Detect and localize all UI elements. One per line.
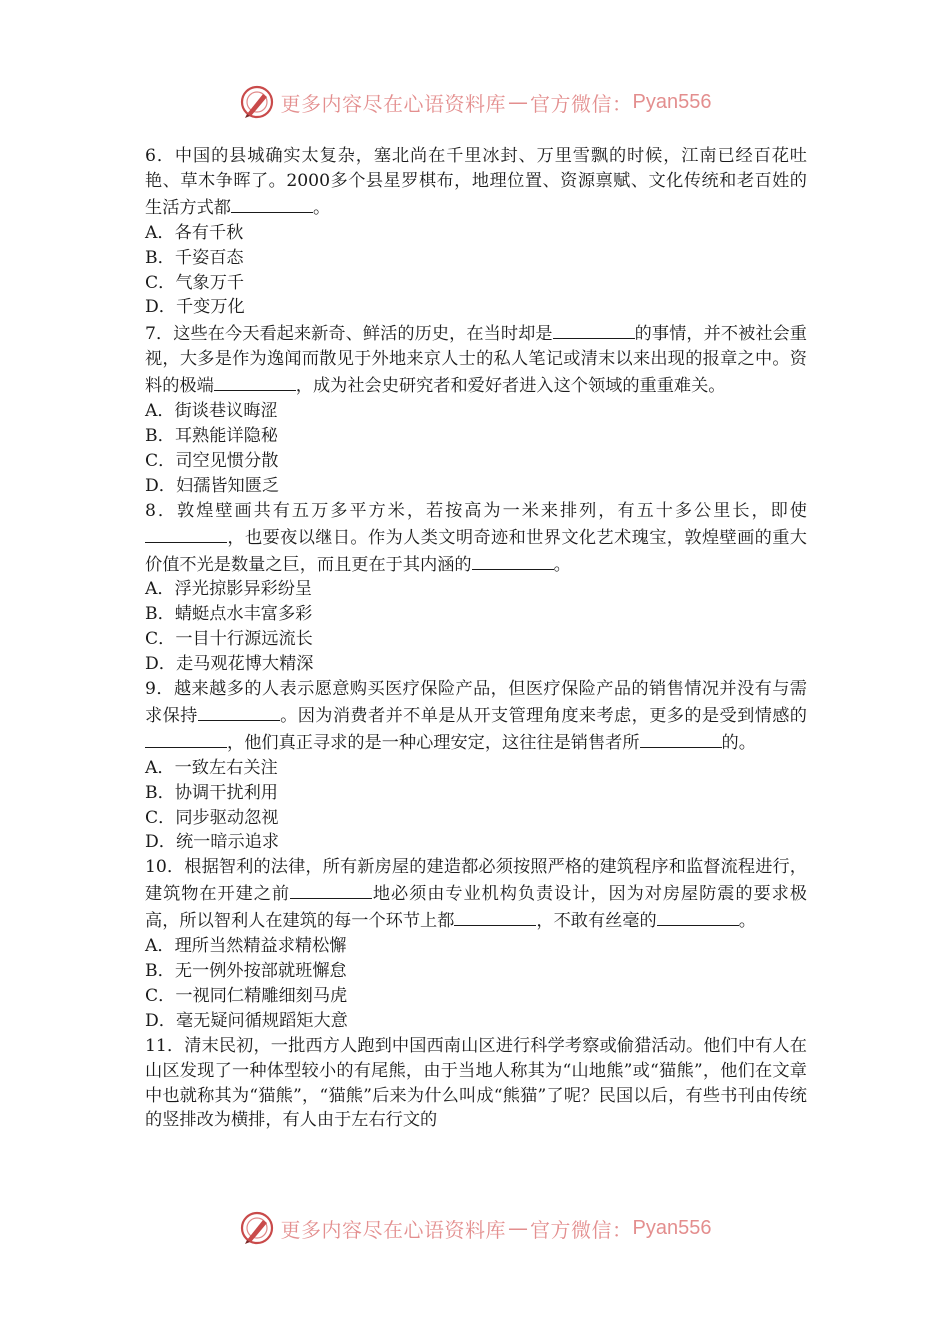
answer-option: C．司空见惯分散 (145, 450, 279, 471)
header-banner-text: 更多内容尽在心语资料库 (280, 91, 507, 116)
question-stem (145, 144, 807, 221)
stem-text: ，也要夜以继日。作为人类文明奇迹和世界文化艺术瑰宝，敦煌壁画的重大价值不光是数量之巨，而且更在于其内涵的 (145, 527, 807, 575)
question-stem (145, 855, 807, 934)
pen-logo-icon (239, 1210, 275, 1246)
footer-separator: — (508, 1216, 529, 1240)
stem-text: 的。 (721, 732, 756, 753)
footer-banner-text: 更多内容尽在心语资料库 (280, 1217, 507, 1242)
answer-option: B．无一例外按部就班懈怠 (145, 961, 347, 981)
answer-option: C．一视同仁精雕细刻马虎 (145, 985, 348, 1006)
header-wechat-id: Pyan556 (632, 90, 712, 113)
stem-text: 地必须由专业机构负责设计，因为对房屋防震的要求极高，所以智利人在建筑的每一个环节上都 (145, 884, 807, 932)
question-stem (145, 499, 807, 578)
answer-option: D．走马观花博大精深 (145, 654, 314, 675)
answer-blank (472, 551, 554, 570)
stem-text: 9．越来越多的人表示愿意购买医疗保险产品，但医疗保险产品的销售情况并没有与需求保持 (145, 679, 807, 726)
answer-blank (231, 194, 313, 213)
answer-blank (145, 729, 227, 748)
answer-option: C．一目十行源远流长 (145, 629, 313, 650)
stem-text: 。 (738, 911, 756, 932)
answer-option: D．毫无疑问循规蹈矩大意 (145, 1010, 348, 1031)
answer-blank (214, 372, 296, 391)
pen-logo-icon (239, 84, 275, 120)
footer-wechat-label: 官方微信： (530, 1217, 633, 1242)
answer-option: A．一致左右关注 (145, 757, 278, 778)
header-wechat-label: 官方微信： (530, 91, 633, 116)
header-banner (0, 82, 950, 122)
question-stem (145, 677, 807, 756)
answer-option: B．耳熟能详隐秘 (145, 425, 278, 446)
answer-option: A．街谈巷议晦涩 (145, 401, 278, 422)
answer-option: A．各有千秋 (145, 222, 244, 243)
question-list (145, 144, 807, 1133)
answer-blank (657, 907, 739, 926)
stem-text: 8．敦煌壁画共有五万多平方米，若按高为一米来排列，有五十多公里长，即使 (145, 500, 807, 521)
stem-text: 10．根据智利的法律，所有新房屋的建造都必须按照严格的建筑程序和监督流程进行，建筑物在开建之前 (145, 857, 807, 905)
answer-blank (553, 320, 635, 339)
answer-option: A．浮光掠影异彩纷呈 (145, 579, 313, 600)
stem-text: 11．清末民初，一批西方人跑到中国西南山区进行科学考察或偷猎活动。他们中有人在山区发现了一种体型较小的有尾熊，由于当地人称其为“山地熊”或“猫熊”，他们在文章中也就称其为“猫熊”，“猫熊”后来为什么叫成“熊猫”了呢？民国以后，有些书刊由传统的竖排改为横排，有人由于左右行文的 (145, 1035, 807, 1131)
answer-option: A．理所当然精益求精松懈 (145, 936, 347, 957)
stem-text: ，不敢有丝毫的 (536, 911, 657, 932)
answer-option: B．千姿百态 (145, 247, 244, 268)
stem-text: 7．这些在今天看起来新奇、鲜活的历史，在当时却是 (145, 324, 553, 345)
answer-option: D．妇孺皆知匮乏 (145, 475, 280, 496)
header-separator: — (508, 90, 529, 114)
stem-text: 的事情，并不被社会重视，大多是作为逸闻而散见于外地来京人士的私人笔记或清末以来出现的报章之中。资料的极端 (145, 324, 807, 397)
question-stem (145, 1034, 807, 1134)
stem-text: ，他们真正寻求的是一种心理安定，这往往是销售者所 (227, 732, 640, 753)
stem-text: 。因为消费者并不单是从开支管理角度来考虑，更多的是受到情感的 (279, 705, 807, 726)
footer-banner (0, 1208, 950, 1248)
answer-blank (290, 880, 372, 899)
answer-blank (198, 702, 280, 721)
answer-option: D．统一暗示追求 (145, 832, 280, 853)
answer-option: C．同步驱动忽视 (145, 807, 279, 828)
stem-text: 。 (312, 197, 331, 218)
answer-option: B．协调干扰利用 (145, 782, 278, 803)
question-stem (145, 320, 807, 399)
answer-blank (145, 524, 227, 543)
stem-text: 6．中国的县城确实太复杂，塞北尚在千里冰封、万里雪飘的时候，江南已经百花吐艳、草木争晖了。2000多个县星罗棋布，地理位置、资源禀赋、文化传统和老百姓的生活方式都 (145, 146, 807, 218)
answer-option: C．气象万千 (145, 272, 245, 293)
stem-text: ，成为社会史研究者和爱好者进入这个领域的重重难关。 (295, 376, 726, 397)
answer-option: D．千变万化 (145, 297, 245, 318)
answer-blank (640, 729, 722, 748)
footer-wechat-id: Pyan556 (632, 1216, 712, 1239)
stem-text: 。 (553, 554, 571, 575)
answer-blank (454, 907, 536, 926)
answer-option: B．蜻蜓点水丰富多彩 (145, 604, 313, 625)
